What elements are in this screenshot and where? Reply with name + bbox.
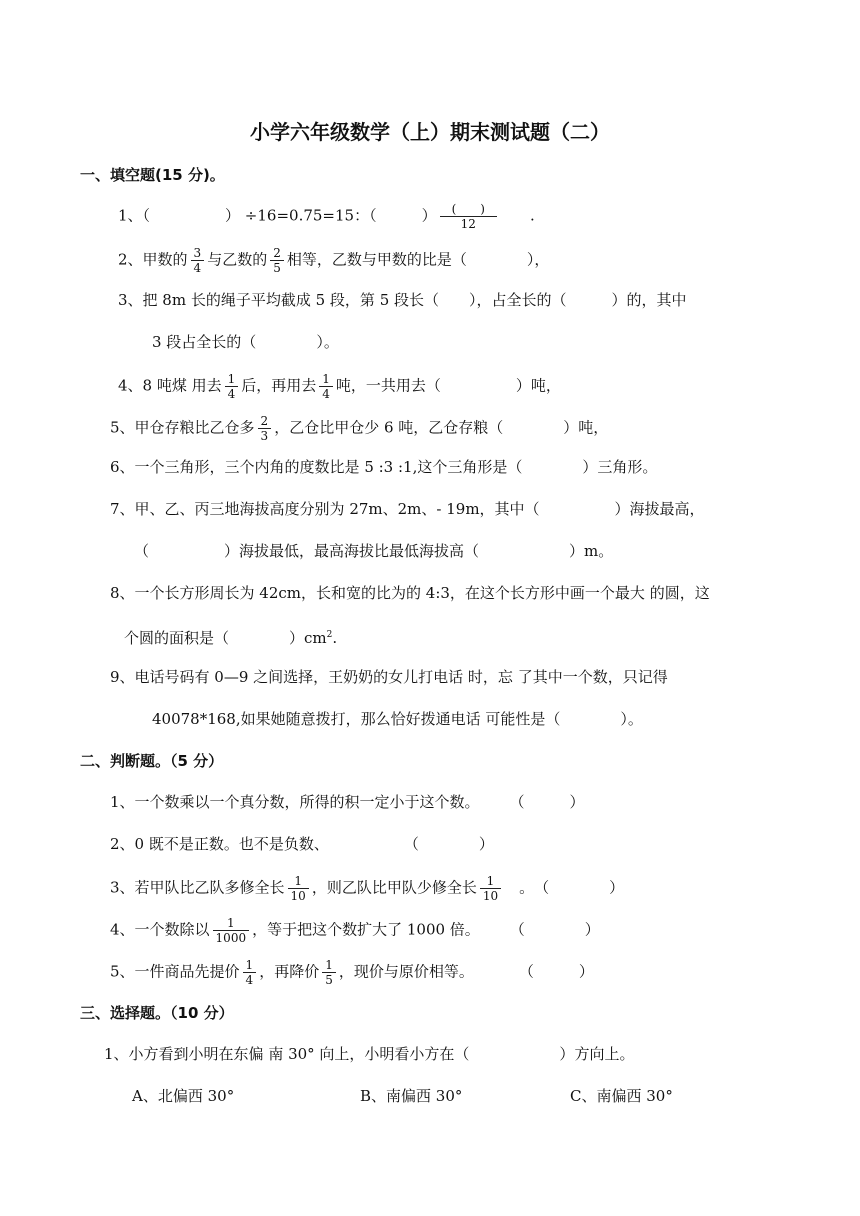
- judge-question-3: 3、若甲队比乙队多修全长 $\frac{1}{10}$ ，则乙队比甲队少修全长 $\frac{1}{10}$ 。 （ ）: [110, 874, 625, 903]
- fraction: $\frac{1}{10}$: [288, 874, 309, 903]
- fill-question-9-line-2: 40078*168,如果她随意拨打，那么恰好拨通电话 可能性是（ ）。: [152, 710, 643, 728]
- fraction: $\frac{1}{10}$: [480, 874, 501, 903]
- fraction: $\frac{2}{3}$: [258, 414, 272, 443]
- fill-question-7-line-2: （ ）海拔最低，最高海拔比最低海拔高（ ）m。: [134, 542, 614, 560]
- judge-question-5: 5、一件商品先提价 $\frac{1}{4}$ ，再降价 $\frac{1}{5}$ ，现价与原价相等。 （ ）: [110, 958, 594, 987]
- choice-option-b: B、南偏西 30°: [360, 1087, 463, 1105]
- fraction: $\frac{2}{5}$: [270, 246, 284, 275]
- fraction: $\frac{( )}{12}$: [440, 202, 497, 231]
- section-judge-heading: 二、判断题。（5 分）: [80, 752, 224, 770]
- fill-question-8-line-1: 8、一个长方形周长为 42cm，长和宽的比为的 4:3，在这个长方形中画一个最大 的圆，这: [110, 584, 710, 602]
- section-fill-blank-heading: 一、填空题(15 分)。: [80, 166, 225, 184]
- fill-question-8-line-2: 个圆的面积是（ ）$cm^2$.: [124, 629, 338, 647]
- judge-question-2: 2、0 既不是正数。也不是负数、 （ ）: [110, 835, 494, 853]
- fill-question-3-line-2: 3 段占全长的（ ）。: [152, 333, 339, 351]
- fraction: $\frac{1}{1000}$: [213, 916, 250, 945]
- fill-question-2: 2、甲数的 $\frac{3}{4}$ 与乙数的 $\frac{2}{5}$ 相等，乙数与甲数的比是（ ），: [118, 246, 550, 275]
- fraction: $\frac{3}{4}$: [191, 246, 205, 275]
- fraction: $\frac{1}{5}$: [322, 958, 336, 987]
- fill-question-6: 6、一个三角形，三个内角的度数比是 5 :3 :1,这个三角形是（ ）三角形。: [110, 458, 658, 476]
- choice-option-a: A、北偏西 30°: [132, 1087, 235, 1105]
- fraction: $\frac{1}{4}$: [319, 372, 333, 401]
- judge-question-4: 4、一个数除以 $\frac{1}{1000}$ ，等于把这个数扩大了 1000 倍。 （ ）: [110, 916, 600, 945]
- section-choice-heading: 三、选择题。（10 分）: [80, 1004, 234, 1022]
- fill-question-9-line-1: 9、电话号码有 0—9 之间选择，王奶奶的女儿打电话 时，忘 了其中一个数，只记得: [110, 668, 668, 686]
- fill-question-7-line-1: 7、甲、乙、丙三地海拔高度分别为 27m、2m、- 19m，其中（ ）海拔最高，: [110, 500, 705, 518]
- fill-question-5: 5、甲仓存粮比乙仓多 $\frac{2}{3}$ ，乙仓比甲仓少 6 吨，乙仓存粮（ ）吨，: [110, 414, 609, 443]
- fill-question-1: 1、（ ） ÷16=0.75=15：（ ） $\frac{( )}{12}$ .: [118, 202, 535, 231]
- choice-question-1: 1、小方看到小明在东偏 南 30° 向上，小明看小方在（ ）方向上。: [104, 1045, 635, 1063]
- fill-question-3-line-1: 3、把 8m 长的绳子平均截成 5 段，第 5 段长（ ），占全长的（ ）的，其中: [118, 291, 687, 309]
- choice-option-c: C、南偏西 30°: [570, 1087, 673, 1105]
- page-title: 小学六年级数学（上）期末测试题（二）: [250, 120, 610, 144]
- fraction: $\frac{1}{4}$: [243, 958, 257, 987]
- judge-question-1: 1、一个数乘以一个真分数，所得的积一定小于这个数。 （ ）: [110, 793, 585, 811]
- fill-question-4: 4、8 吨煤 用去 $\frac{1}{4}$ 后，再用去 $\frac{1}{4}$ 吨，一共用去（ ）吨，: [118, 372, 561, 401]
- fraction: $\frac{1}{4}$: [225, 372, 239, 401]
